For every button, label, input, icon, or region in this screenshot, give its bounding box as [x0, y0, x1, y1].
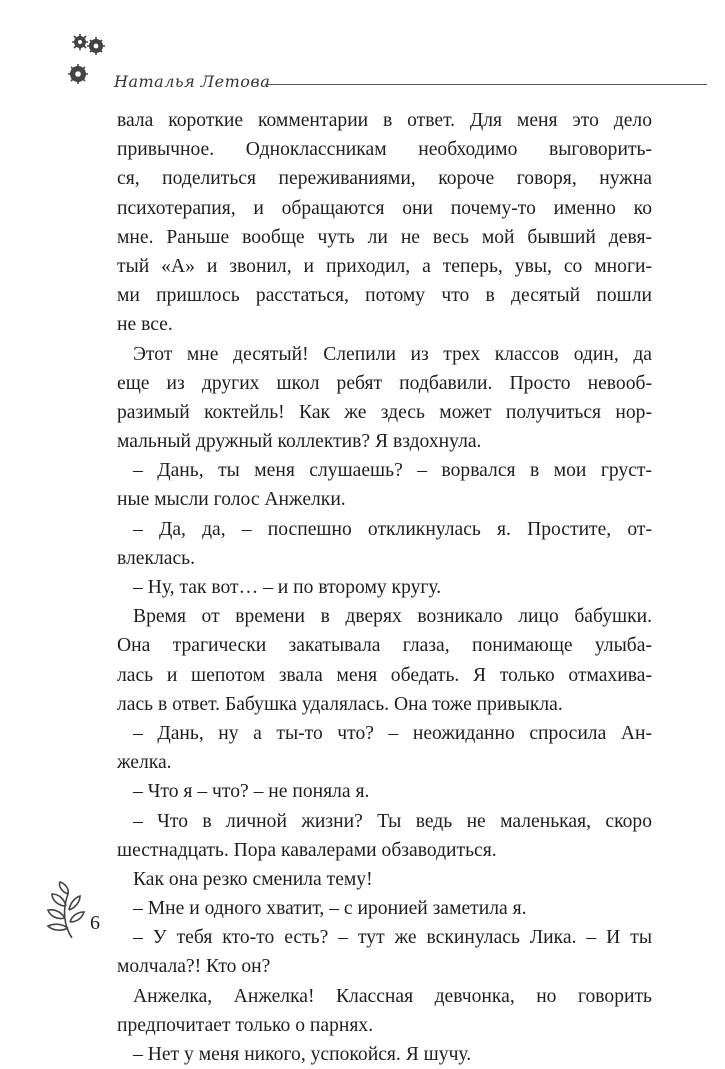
body-text	[117, 106, 652, 1069]
text-line: – Дань, ты меня слушаешь? – ворвался в мои груст-	[133, 460, 652, 482]
text-line: шестнадцать. Пора кавалерами обзаводиться.	[117, 839, 497, 861]
text-line: – Нет у меня никого, успокойся. Я шучу.	[133, 1044, 472, 1065]
text-line: – Мне и одного хватит, – с иронией заметила я.	[133, 898, 527, 920]
text-line: лась в ответ. Бабушка удалялась. Она тоже привыкла.	[117, 693, 563, 715]
text-line: психотерапия, и обращаются они почему-то именно ко	[117, 197, 652, 219]
running-header	[60, 28, 660, 98]
text-line: – Да, да, – поспешно откликнулась я. Простите, от-	[133, 518, 652, 540]
text-line: желка.	[117, 752, 172, 774]
leaf-ornament-icon	[42, 880, 88, 942]
text-line: Этот мне десятый! Слепили из трех классов один, да	[133, 343, 652, 365]
text-line: еще из других школ ребят подбавили. Просто невооб-	[117, 372, 652, 394]
header-rule	[265, 84, 707, 85]
text-line: мне. Раньше вообще чуть ли не весь мой бывший девя-	[117, 226, 652, 248]
text-line: Как она резко сменила тему!	[133, 868, 373, 890]
page-number: 6	[90, 912, 100, 934]
text-line: предпочитает только о парнях.	[117, 1014, 374, 1036]
text-line: – Дань, ну а ты-то что? – неожиданно спросила Ан-	[133, 722, 652, 744]
text-line: тый «А» и звонил, и приходил, а теперь, увы, со многи-	[117, 255, 652, 277]
text-line: – У тебя кто-то есть? – тут же вскинулась Лика. – И ты	[133, 927, 652, 949]
text-line: лась и шепотом звала меня обедать. Я только отмахива-	[117, 664, 652, 686]
text-line: Она трагически закатывала глаза, понимающе улыба-	[117, 635, 652, 657]
text-line: – Ну, так вот… – и по второму кругу.	[133, 577, 442, 598]
text-line: разимый коктейль! Как же здесь может получиться нор-	[117, 401, 652, 423]
text-line: ся, поделиться переживаниями, короче говоря, нужна	[117, 168, 652, 190]
text-line: ми пришлось расстаться, потому что в десятый пошли	[117, 285, 652, 307]
text-line: влеклась.	[117, 547, 195, 569]
text-line: молчала?! Кто он?	[117, 956, 271, 978]
author-name: Наталья Летова	[114, 72, 271, 91]
text-line: – Что в личной жизни? Ты ведь не маленькая, скоро	[133, 810, 652, 832]
text-line: Время от времени в дверях возникало лицо бабушки.	[133, 606, 652, 628]
text-line: – Что я – что? – не поняла я.	[133, 781, 370, 803]
text-line: Анжелка, Анжелка! Классная девчонка, но говорить	[133, 985, 652, 1007]
flower-ornament-icon	[60, 28, 120, 98]
text-line: вала короткие комментарии в ответ. Для меня это дело	[117, 110, 652, 131]
text-line: не все.	[117, 314, 173, 336]
text-line: ные мысли голос Анжелки.	[117, 489, 346, 511]
text-line: мальный дружный коллектив? Я вздохнула.	[117, 431, 482, 453]
text-line: привычное. Одноклассникам необходимо выговорить-	[117, 139, 652, 161]
